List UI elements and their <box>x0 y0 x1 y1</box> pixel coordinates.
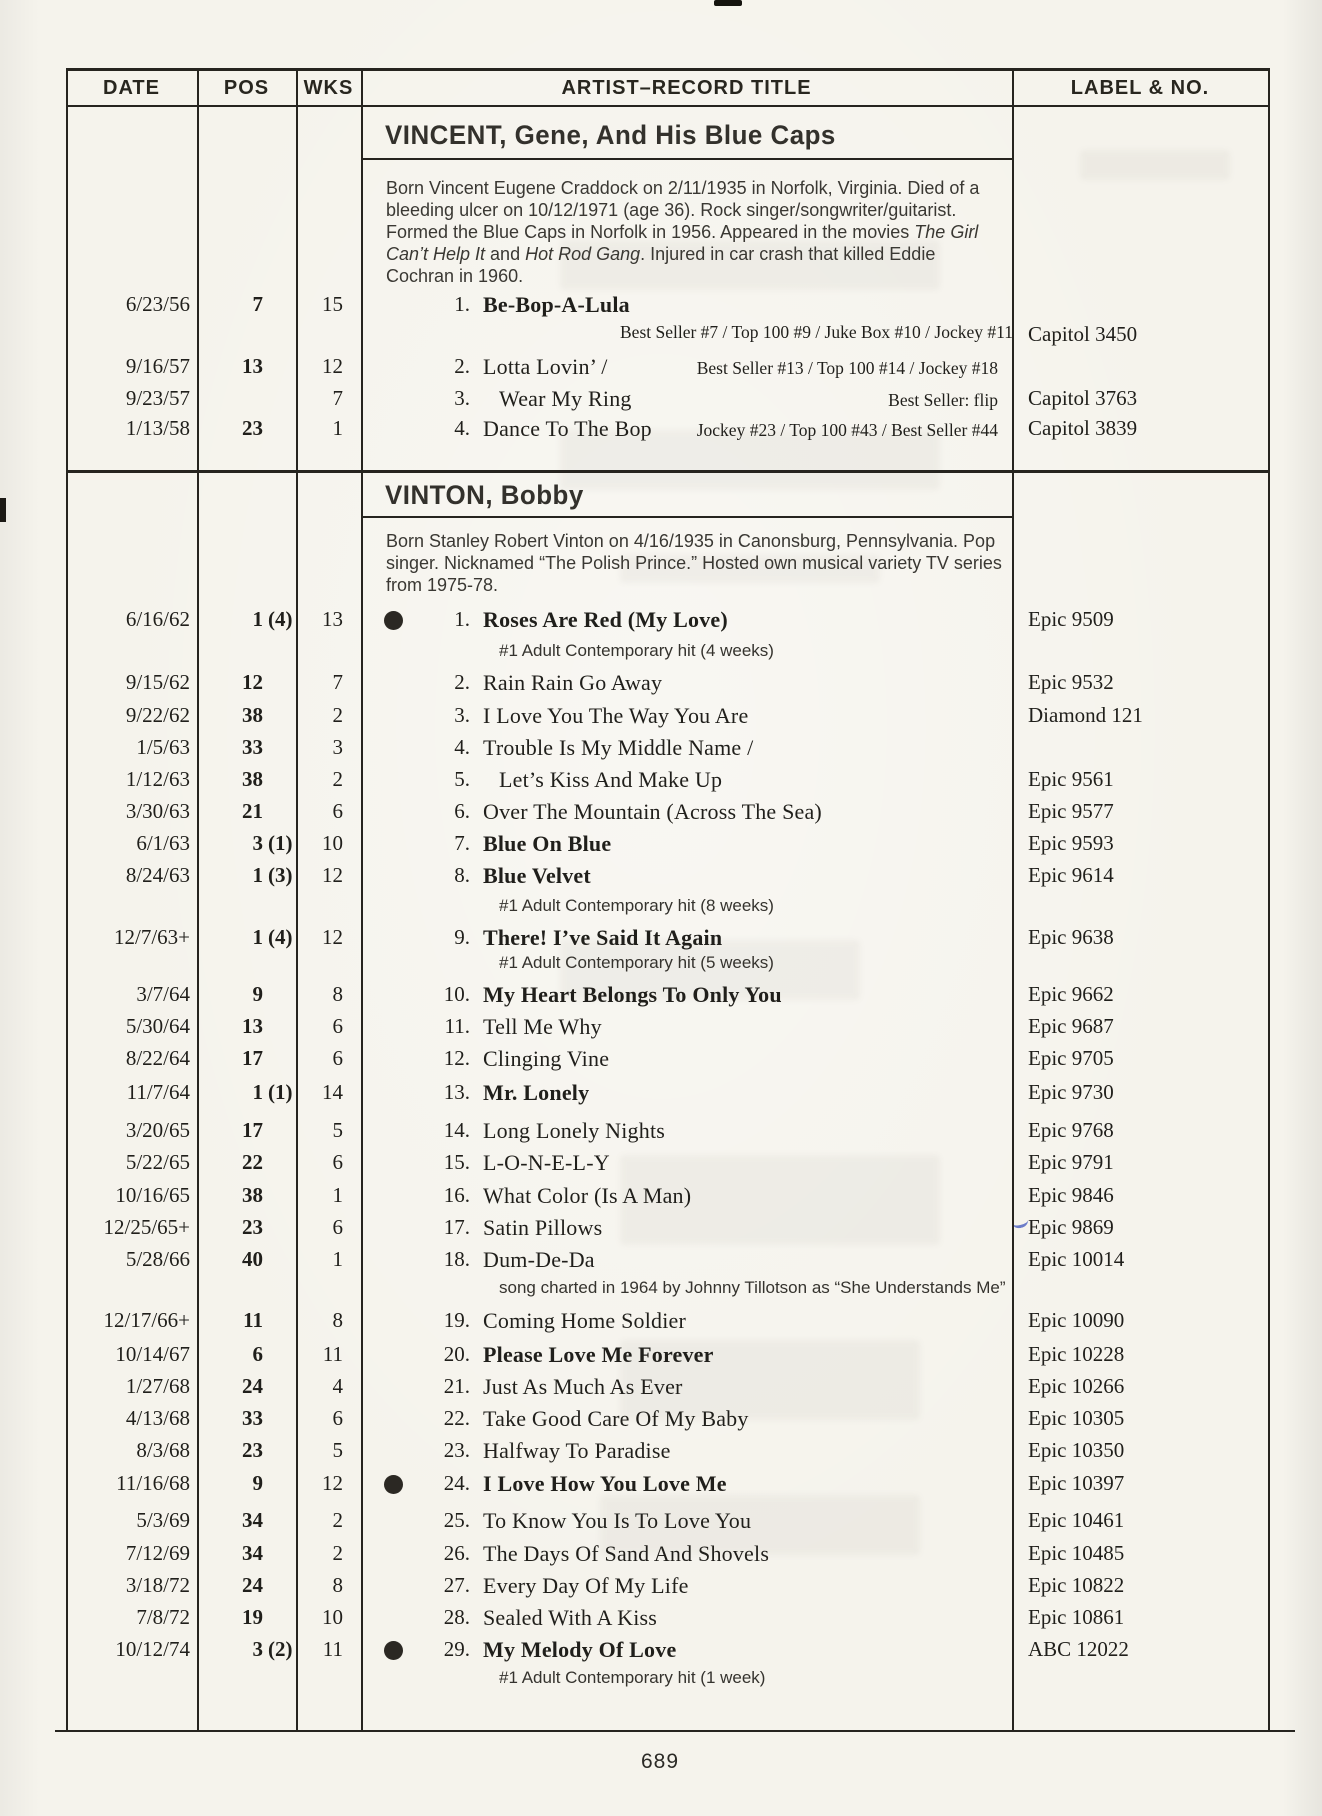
record-title: Wear My Ring <box>499 386 632 411</box>
record-label: Epic 10861 <box>1028 1605 1125 1629</box>
record-label: Capitol 3450 <box>1028 322 1138 346</box>
entry-number: 7. <box>454 831 470 855</box>
weeks-charted: 10 <box>322 831 343 855</box>
peak-position: 11 <box>243 1308 263 1332</box>
entry-row <box>0 1080 1322 1110</box>
record-title: Sealed With A Kiss <box>483 1605 658 1630</box>
entry-date: 1/13/58 <box>125 416 190 440</box>
entry-row <box>0 799 1322 829</box>
entry-number: 18. <box>443 1247 470 1271</box>
weeks-charted: 6 <box>332 799 343 823</box>
chart-detail-note: Jockey #23 / Top 100 #43 / Best Seller #44 <box>696 420 998 440</box>
record-label: Epic 10228 <box>1028 1342 1125 1366</box>
record-label: Epic 10485 <box>1028 1541 1125 1565</box>
entry-row <box>0 1215 1322 1245</box>
record-label: Epic 10014 <box>1028 1247 1125 1271</box>
entry-row <box>0 607 1322 637</box>
entry-date: 12/17/66+ <box>103 1308 190 1332</box>
record-title: Coming Home Soldier <box>483 1308 687 1333</box>
weeks-charted: 5 <box>332 1118 343 1142</box>
record-title: Let’s Kiss And Make Up <box>499 767 723 792</box>
entry-number: 21. <box>443 1374 470 1398</box>
header-bottom-border <box>66 105 1270 107</box>
bio-text: . Injured in car crash that killed Eddie Cochran in 1960. <box>386 244 936 286</box>
weeks-charted: 6 <box>332 1215 343 1239</box>
entry-date: 8/22/64 <box>125 1046 190 1070</box>
peak-position: 23 <box>242 1438 263 1462</box>
entry-number: 6. <box>454 799 470 823</box>
bio-text: and <box>485 244 526 264</box>
weeks-charted: 12 <box>322 1471 343 1495</box>
weeks-charted: 12 <box>322 925 343 949</box>
record-label: Diamond 121 <box>1028 703 1143 727</box>
weeks-charted: 7 <box>332 670 343 694</box>
entry-row <box>0 1150 1322 1180</box>
entry-row <box>0 703 1322 733</box>
record-title: To Know You Is To Love You <box>483 1508 752 1533</box>
record-label: Epic 9730 <box>1028 1080 1114 1104</box>
artist-bio <box>386 177 1004 287</box>
record-label: Epic 9638 <box>1028 925 1114 949</box>
entry-date: 7/8/72 <box>136 1605 190 1629</box>
peak-position: 9 <box>252 982 263 1006</box>
record-title: Every Day Of My Life <box>483 1573 689 1598</box>
entry-date: 8/24/63 <box>125 863 190 887</box>
peak-position: 23 <box>242 416 263 440</box>
entry-date: 1/12/63 <box>125 767 190 791</box>
peak-position: 23 <box>242 1215 263 1239</box>
peak-position: 19 <box>242 1605 263 1629</box>
peak-position: 9 <box>252 1471 263 1495</box>
peak-position: 1 <box>252 925 263 949</box>
entry-date: 1/27/68 <box>125 1374 190 1398</box>
entry-row <box>0 1573 1322 1603</box>
entry-row <box>0 1471 1322 1501</box>
weeks-at-peak: (3) <box>268 863 293 887</box>
page-number: 689 <box>640 1750 680 1773</box>
record-label: Epic 9846 <box>1028 1183 1114 1207</box>
weeks-charted: 6 <box>332 1046 343 1070</box>
entry-row <box>0 925 1322 955</box>
entry-row <box>0 767 1322 797</box>
record-label: Epic 9593 <box>1028 831 1114 855</box>
weeks-charted: 3 <box>332 735 343 759</box>
artist-bio <box>386 530 1004 596</box>
chart-detail-note: Best Seller: flip <box>888 390 998 410</box>
weeks-charted: 6 <box>332 1406 343 1430</box>
column-header-wks: WKS <box>303 77 354 99</box>
entry-number: 25. <box>443 1508 470 1532</box>
weeks-charted: 12 <box>322 354 343 378</box>
entry-number: 10. <box>443 982 470 1006</box>
peak-position: 34 <box>242 1508 263 1532</box>
weeks-charted: 6 <box>332 1150 343 1174</box>
entry-number: 17. <box>443 1215 470 1239</box>
scan-artifact <box>0 498 6 522</box>
entry-date: 10/14/67 <box>115 1342 190 1366</box>
entry-date: 5/3/69 <box>136 1508 190 1532</box>
peak-position: 1 <box>252 863 263 887</box>
entry-date: 4/13/68 <box>125 1406 190 1430</box>
entry-row <box>0 1308 1322 1338</box>
entry-number: 2. <box>454 354 470 378</box>
entry-row <box>0 292 1322 322</box>
entry-number: 16. <box>443 1183 470 1207</box>
weeks-charted: 11 <box>322 1342 343 1366</box>
entry-number: 22. <box>443 1406 470 1430</box>
record-title: Be-Bop-A-Lula <box>483 292 630 317</box>
entry-row <box>0 863 1322 893</box>
weeks-charted: 1 <box>332 1183 343 1207</box>
entry-number: 9. <box>454 925 470 949</box>
entry-sub-note: song charted in 1964 by Johnny Tillotson as “She Understands Me” <box>499 1278 1006 1297</box>
record-title: Over The Mountain (Across The Sea) <box>483 799 822 824</box>
peak-position: 3 <box>252 831 263 855</box>
entry-row <box>0 1541 1322 1571</box>
entry-date: 5/22/65 <box>125 1150 190 1174</box>
entry-number: 4. <box>454 735 470 759</box>
column-header-pos: POS <box>223 77 270 99</box>
artist-section-title: VINCENT, Gene, And His Blue Caps <box>385 120 836 150</box>
artist-section-title: VINTON, Bobby <box>385 480 584 510</box>
entry-number: 26. <box>443 1541 470 1565</box>
artist-box-rule <box>361 516 1014 518</box>
record-title: Dance To The Bop <box>483 416 652 441</box>
entry-date: 9/22/62 <box>125 703 190 727</box>
entry-sub-note: #1 Adult Contemporary hit (5 weeks) <box>499 953 774 972</box>
entry-number: 24. <box>443 1471 470 1495</box>
entry-number: 3. <box>454 386 470 410</box>
entry-sub-note: #1 Adult Contemporary hit (4 weeks) <box>499 641 774 660</box>
entry-date: 12/25/65+ <box>103 1215 190 1239</box>
peak-position: 38 <box>242 767 263 791</box>
record-title: Blue Velvet <box>483 863 591 888</box>
weeks-charted: 1 <box>332 416 343 440</box>
entry-number: 14. <box>443 1118 470 1142</box>
chart-detail-note: Best Seller #7 / Top 100 #9 / Juke Box #10 / Jockey #11 <box>620 322 1013 342</box>
entry-date: 9/15/62 <box>125 670 190 694</box>
weeks-charted: 2 <box>332 1541 343 1565</box>
record-label: Epic 9532 <box>1028 670 1114 694</box>
entry-number: 11. <box>444 1014 470 1038</box>
entry-date: 3/18/72 <box>125 1573 190 1597</box>
peak-position: 38 <box>242 703 263 727</box>
record-label: Epic 9509 <box>1028 607 1114 631</box>
entry-date: 5/28/66 <box>125 1247 190 1271</box>
entry-row <box>0 1438 1322 1468</box>
entry-row <box>0 670 1322 700</box>
record-title: Long Lonely Nights <box>483 1118 666 1143</box>
weeks-charted: 15 <box>322 292 343 316</box>
entry-number: 2. <box>454 670 470 694</box>
weeks-charted: 8 <box>332 1308 343 1332</box>
entry-date: 9/16/57 <box>125 354 190 378</box>
record-title: Mr. Lonely <box>483 1080 590 1105</box>
record-label: ABC 12022 <box>1028 1637 1129 1661</box>
peak-position: 33 <box>242 1406 263 1430</box>
entry-sub-note: #1 Adult Contemporary hit (1 week) <box>499 1668 766 1687</box>
record-title: Dum-De-Da <box>483 1247 595 1272</box>
column-header-label: LABEL & NO. <box>1070 77 1210 99</box>
record-label: Epic 9561 <box>1028 767 1114 791</box>
entry-number: 1. <box>454 607 470 631</box>
entry-number: 29. <box>443 1637 470 1661</box>
entry-number: 27. <box>443 1573 470 1597</box>
entry-date: 11/16/68 <box>116 1471 190 1495</box>
entry-date: 7/12/69 <box>125 1541 190 1565</box>
entry-row <box>0 1637 1322 1667</box>
weeks-at-peak: (4) <box>268 925 293 949</box>
record-label: Epic 9705 <box>1028 1046 1114 1070</box>
record-label: Epic 9687 <box>1028 1014 1114 1038</box>
record-title: Halfway To Paradise <box>483 1438 671 1463</box>
record-title: Take Good Care Of My Baby <box>483 1406 749 1431</box>
section-divider <box>66 470 1270 473</box>
entry-row <box>0 1046 1322 1076</box>
entry-row <box>0 386 1322 416</box>
weeks-charted: 10 <box>322 1605 343 1629</box>
peak-position: 6 <box>252 1342 263 1366</box>
weeks-charted: 4 <box>332 1374 343 1398</box>
weeks-charted: 11 <box>322 1637 343 1661</box>
record-title: Roses Are Red (My Love) <box>483 607 728 632</box>
weeks-at-peak: (2) <box>268 1637 293 1661</box>
chart-detail-note: Best Seller #13 / Top 100 #14 / Jockey #18 <box>696 358 998 378</box>
weeks-charted: 6 <box>332 1014 343 1038</box>
bio-text: Born Vincent Eugene Craddock on 2/11/1935 in Norfolk, Virginia. Died of a bleeding ulcer on 10/12/1971 (age 36). Rock singer/songwriter/guitarist. Formed the Blue Caps in Norfolk in 1956. Appeared in the movies <box>386 178 980 242</box>
peak-position: 17 <box>242 1046 263 1070</box>
gold-record-icon <box>384 1475 403 1494</box>
record-title: Clinging Vine <box>483 1046 610 1071</box>
record-title: There! I’ve Said It Again <box>483 925 723 950</box>
peak-position: 33 <box>242 735 263 759</box>
entry-date: 11/7/64 <box>126 1080 190 1104</box>
record-label: Epic 10090 <box>1028 1308 1125 1332</box>
weeks-at-peak: (4) <box>268 607 293 631</box>
record-label: Epic 10266 <box>1028 1374 1125 1398</box>
entry-row <box>0 982 1322 1012</box>
record-title: The Days Of Sand And Shovels <box>483 1541 770 1566</box>
entry-number: 8. <box>454 863 470 887</box>
record-label: Epic 10461 <box>1028 1508 1125 1532</box>
entry-number: 4. <box>454 416 470 440</box>
record-title: Rain Rain Go Away <box>483 670 663 695</box>
record-label: Capitol 3839 <box>1028 416 1138 440</box>
scan-artifact <box>714 0 742 6</box>
entry-row <box>0 1605 1322 1635</box>
record-title: Please Love Me Forever <box>483 1342 714 1367</box>
peak-position: 24 <box>242 1573 263 1597</box>
record-title: My Heart Belongs To Only You <box>483 982 782 1007</box>
peak-position: 7 <box>252 292 263 316</box>
peak-position: 40 <box>242 1247 263 1271</box>
entry-number: 1. <box>454 292 470 316</box>
peak-position: 22 <box>242 1150 263 1174</box>
peak-position: 34 <box>242 1541 263 1565</box>
entry-date: 3/7/64 <box>136 982 190 1006</box>
entry-number: 3. <box>454 703 470 727</box>
entry-row <box>0 1247 1322 1277</box>
entry-date: 3/30/63 <box>125 799 190 823</box>
entry-row <box>0 1342 1322 1372</box>
peak-position: 12 <box>242 670 263 694</box>
peak-position: 24 <box>242 1374 263 1398</box>
weeks-charted: 8 <box>332 982 343 1006</box>
entry-number: 28. <box>443 1605 470 1629</box>
weeks-charted: 2 <box>332 1508 343 1532</box>
peak-position: 17 <box>242 1118 263 1142</box>
entry-number: 19. <box>443 1308 470 1332</box>
record-title: Lotta Lovin’ / <box>483 354 608 379</box>
record-label: Epic 10397 <box>1028 1471 1125 1495</box>
peak-position: 38 <box>242 1183 263 1207</box>
table-bottom-border <box>55 1730 1295 1732</box>
bio-text-italic: The Girl Can’t Help It <box>386 222 979 264</box>
peak-position: 3 <box>252 1637 263 1661</box>
weeks-charted: 1 <box>332 1247 343 1271</box>
entry-date: 10/12/74 <box>115 1637 190 1661</box>
entry-number: 23. <box>443 1438 470 1462</box>
weeks-at-peak: (1) <box>268 1080 293 1104</box>
peak-position: 13 <box>242 1014 263 1038</box>
peak-position: 13 <box>242 354 263 378</box>
entry-date: 12/7/63+ <box>113 925 190 949</box>
record-label: Epic 10305 <box>1028 1406 1125 1430</box>
record-label: Epic 9791 <box>1028 1150 1114 1174</box>
record-label: Capitol 3763 <box>1028 386 1138 410</box>
entry-number: 20. <box>443 1342 470 1366</box>
column-header-date: DATE <box>103 77 160 99</box>
entry-row <box>0 1508 1322 1538</box>
entry-sub-note: #1 Adult Contemporary hit (8 weeks) <box>499 896 774 915</box>
peak-position: 1 <box>252 1080 263 1104</box>
record-label: Epic 10350 <box>1028 1438 1125 1462</box>
record-label: Epic 9662 <box>1028 982 1114 1006</box>
entry-date: 5/30/64 <box>125 1014 190 1038</box>
column-header-artist: ARTIST–RECORD TITLE <box>561 77 812 99</box>
peak-position: 21 <box>242 799 263 823</box>
entry-date: 1/5/63 <box>136 735 190 759</box>
record-title: Blue On Blue <box>483 831 612 856</box>
weeks-charted: 2 <box>332 767 343 791</box>
weeks-charted: 12 <box>322 863 343 887</box>
record-title: What Color (Is A Man) <box>483 1183 692 1208</box>
entry-date: 9/23/57 <box>125 386 190 410</box>
entry-number: 15. <box>443 1150 470 1174</box>
record-title: I Love You The Way You Are <box>483 703 749 728</box>
record-title: I Love How You Love Me <box>483 1471 727 1496</box>
weeks-charted: 13 <box>322 607 343 631</box>
entry-date: 6/16/62 <box>125 607 190 631</box>
record-label: Epic 9577 <box>1028 799 1114 823</box>
bleed-through-ghost <box>1080 150 1230 180</box>
record-title: Satin Pillows <box>483 1215 603 1240</box>
gold-record-icon <box>384 611 403 630</box>
entry-row <box>0 1014 1322 1044</box>
entry-number: 5. <box>454 767 470 791</box>
record-label: Epic 9869 <box>1028 1215 1114 1239</box>
entry-row <box>0 416 1322 446</box>
entry-row <box>0 354 1322 384</box>
entry-number: 12. <box>443 1046 470 1070</box>
record-label: Epic 9768 <box>1028 1118 1114 1142</box>
bio-text-italic: Hot Rod Gang <box>525 244 641 264</box>
artist-box-rule <box>361 158 1014 160</box>
gold-record-icon <box>384 1641 403 1660</box>
entry-row <box>0 735 1322 765</box>
table-top-border <box>66 68 1270 71</box>
record-label: Epic 9614 <box>1028 863 1114 887</box>
entry-date: 8/3/68 <box>136 1438 190 1462</box>
entry-row <box>0 1118 1322 1148</box>
entry-number: 13. <box>443 1080 470 1104</box>
record-title: Tell Me Why <box>483 1014 602 1039</box>
record-title: Trouble Is My Middle Name / <box>483 735 754 760</box>
weeks-charted: 14 <box>322 1080 343 1104</box>
weeks-charted: 2 <box>332 703 343 727</box>
entry-note-row <box>0 322 1322 352</box>
weeks-charted: 5 <box>332 1438 343 1462</box>
record-label: Epic 10822 <box>1028 1573 1125 1597</box>
record-title: Just As Much As Ever <box>483 1374 683 1399</box>
entry-date: 6/1/63 <box>136 831 190 855</box>
weeks-at-peak: (1) <box>268 831 293 855</box>
bio-text: Born Stanley Robert Vinton on 4/16/1935 in Canonsburg, Pennsylvania. Pop singer. Nicknamed “The Polish Prince.” Hosted own musical variety TV series from 1975-78. <box>386 531 1002 595</box>
entry-row <box>0 1374 1322 1404</box>
peak-position: 1 <box>252 607 263 631</box>
weeks-charted: 8 <box>332 1573 343 1597</box>
record-title: L-O-N-E-L-Y <box>483 1150 610 1175</box>
entry-date: 3/20/65 <box>125 1118 190 1142</box>
entry-date: 6/23/56 <box>125 292 190 316</box>
entry-date: 10/16/65 <box>115 1183 190 1207</box>
weeks-charted: 7 <box>332 386 343 410</box>
entry-row <box>0 1183 1322 1213</box>
entry-row <box>0 1406 1322 1436</box>
entry-row <box>0 831 1322 861</box>
record-title: My Melody Of Love <box>483 1637 677 1662</box>
